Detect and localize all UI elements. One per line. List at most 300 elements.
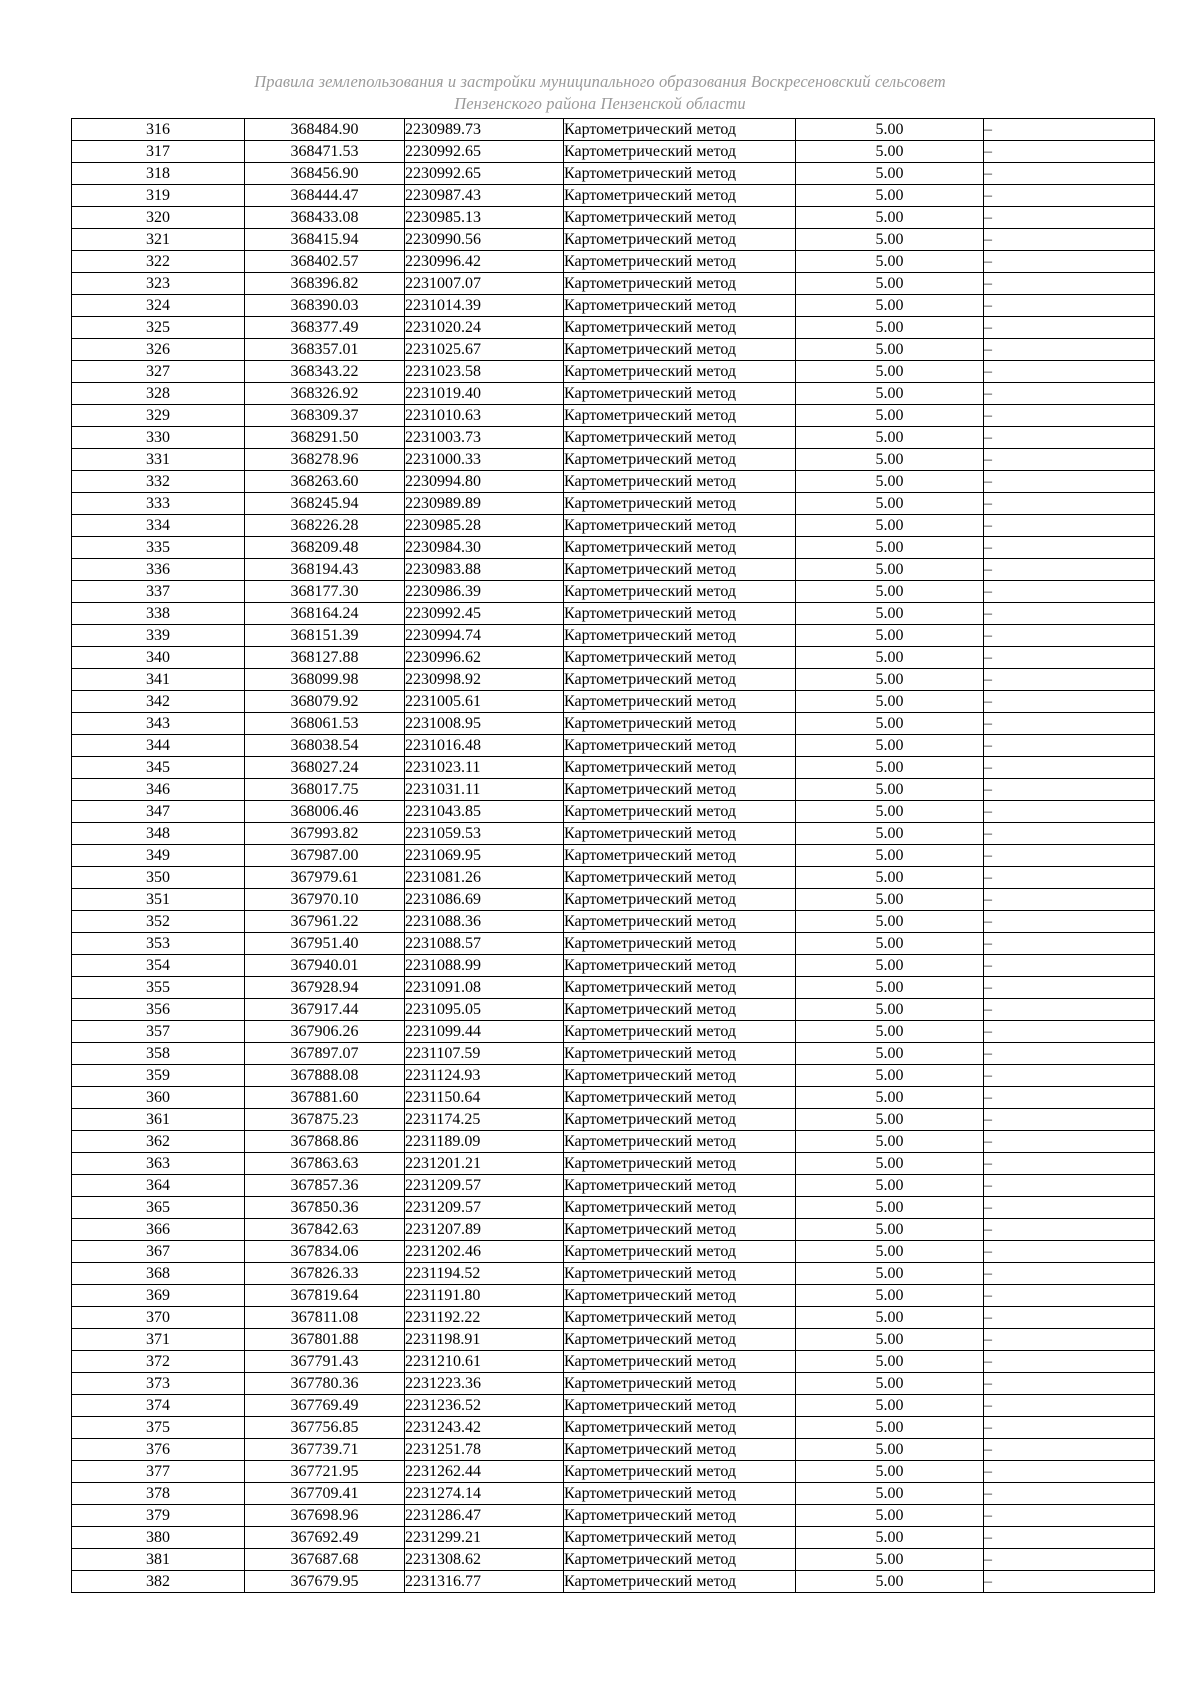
- accuracy-cell: 5.00: [796, 339, 984, 361]
- table-row: [72, 999, 1155, 1021]
- point-number-cell: 328: [72, 383, 245, 405]
- table-row: [72, 713, 1155, 735]
- method-cell: Картометрический метод: [564, 691, 796, 713]
- note-cell: –: [984, 1175, 1155, 1197]
- note-cell: –: [984, 779, 1155, 801]
- y-coordinate-cell: 2230986.39: [405, 581, 564, 603]
- method-cell: Картометрический метод: [564, 339, 796, 361]
- point-number-cell: 319: [72, 185, 245, 207]
- method-cell: Картометрический метод: [564, 515, 796, 537]
- page-header: [0, 71, 1200, 115]
- note-cell: –: [984, 1571, 1155, 1593]
- point-number-cell: 320: [72, 207, 245, 229]
- table-row: [72, 867, 1155, 889]
- x-coordinate-cell: 368209.48: [245, 537, 405, 559]
- point-number-cell: 363: [72, 1153, 245, 1175]
- x-coordinate-cell: 367951.40: [245, 933, 405, 955]
- accuracy-cell: 5.00: [796, 251, 984, 273]
- method-cell: Картометрический метод: [564, 625, 796, 647]
- accuracy-cell: 5.00: [796, 1417, 984, 1439]
- table-row: [72, 603, 1155, 625]
- x-coordinate-cell: 367687.68: [245, 1549, 405, 1571]
- point-number-cell: 360: [72, 1087, 245, 1109]
- y-coordinate-cell: 2231223.36: [405, 1373, 564, 1395]
- method-cell: Картометрический метод: [564, 1241, 796, 1263]
- point-number-cell: 341: [72, 669, 245, 691]
- point-number-cell: 377: [72, 1461, 245, 1483]
- accuracy-cell: 5.00: [796, 471, 984, 493]
- method-cell: Картометрический метод: [564, 867, 796, 889]
- method-cell: Картометрический метод: [564, 1439, 796, 1461]
- note-cell: –: [984, 889, 1155, 911]
- accuracy-cell: 5.00: [796, 1263, 984, 1285]
- method-cell: Картометрический метод: [564, 1087, 796, 1109]
- accuracy-cell: 5.00: [796, 779, 984, 801]
- note-cell: –: [984, 933, 1155, 955]
- point-number-cell: 354: [72, 955, 245, 977]
- method-cell: Картометрический метод: [564, 295, 796, 317]
- header-line-1: Правила землепользования и застройки муниципального образования Воскресеновский сельсовет: [254, 72, 946, 91]
- note-cell: –: [984, 1307, 1155, 1329]
- point-number-cell: 353: [72, 933, 245, 955]
- point-number-cell: 367: [72, 1241, 245, 1263]
- x-coordinate-cell: 368433.08: [245, 207, 405, 229]
- accuracy-cell: 5.00: [796, 207, 984, 229]
- note-cell: –: [984, 295, 1155, 317]
- y-coordinate-cell: 2231023.11: [405, 757, 564, 779]
- y-coordinate-cell: 2230998.92: [405, 669, 564, 691]
- y-coordinate-cell: 2231019.40: [405, 383, 564, 405]
- note-cell: –: [984, 1527, 1155, 1549]
- note-cell: –: [984, 1351, 1155, 1373]
- point-number-cell: 382: [72, 1571, 245, 1593]
- note-cell: –: [984, 801, 1155, 823]
- table-row: [72, 427, 1155, 449]
- accuracy-cell: 5.00: [796, 295, 984, 317]
- y-coordinate-cell: 2230989.73: [405, 119, 564, 141]
- note-cell: –: [984, 405, 1155, 427]
- note-cell: –: [984, 119, 1155, 141]
- x-coordinate-cell: 368456.90: [245, 163, 405, 185]
- method-cell: Картометрический метод: [564, 1175, 796, 1197]
- y-coordinate-cell: 2231316.77: [405, 1571, 564, 1593]
- table-row: [72, 405, 1155, 427]
- point-number-cell: 365: [72, 1197, 245, 1219]
- accuracy-cell: 5.00: [796, 1087, 984, 1109]
- method-cell: Картометрический метод: [564, 1021, 796, 1043]
- y-coordinate-cell: 2231236.52: [405, 1395, 564, 1417]
- method-cell: Картометрический метод: [564, 1505, 796, 1527]
- y-coordinate-cell: 2230983.88: [405, 559, 564, 581]
- method-cell: Картометрический метод: [564, 141, 796, 163]
- table-row: [72, 757, 1155, 779]
- y-coordinate-cell: 2231194.52: [405, 1263, 564, 1285]
- y-coordinate-cell: 2231107.59: [405, 1043, 564, 1065]
- accuracy-cell: 5.00: [796, 801, 984, 823]
- coordinates-table: [71, 118, 1155, 1593]
- method-cell: Картометрический метод: [564, 933, 796, 955]
- point-number-cell: 322: [72, 251, 245, 273]
- table-row: [72, 141, 1155, 163]
- method-cell: Картометрический метод: [564, 1483, 796, 1505]
- y-coordinate-cell: 2230984.30: [405, 537, 564, 559]
- accuracy-cell: 5.00: [796, 1307, 984, 1329]
- y-coordinate-cell: 2231099.44: [405, 1021, 564, 1043]
- table-row: [72, 1549, 1155, 1571]
- x-coordinate-cell: 367739.71: [245, 1439, 405, 1461]
- x-coordinate-cell: 367888.08: [245, 1065, 405, 1087]
- y-coordinate-cell: 2231088.36: [405, 911, 564, 933]
- point-number-cell: 372: [72, 1351, 245, 1373]
- method-cell: Картометрический метод: [564, 471, 796, 493]
- accuracy-cell: 5.00: [796, 647, 984, 669]
- y-coordinate-cell: 2230985.13: [405, 207, 564, 229]
- table-row: [72, 471, 1155, 493]
- method-cell: Картометрический метод: [564, 823, 796, 845]
- y-coordinate-cell: 2231243.42: [405, 1417, 564, 1439]
- note-cell: –: [984, 185, 1155, 207]
- method-cell: Картометрический метод: [564, 603, 796, 625]
- method-cell: Картометрический метод: [564, 911, 796, 933]
- method-cell: Картометрический метод: [564, 449, 796, 471]
- y-coordinate-cell: 2231005.61: [405, 691, 564, 713]
- note-cell: –: [984, 1549, 1155, 1571]
- point-number-cell: 366: [72, 1219, 245, 1241]
- table-row: [72, 537, 1155, 559]
- point-number-cell: 369: [72, 1285, 245, 1307]
- note-cell: –: [984, 1241, 1155, 1263]
- y-coordinate-cell: 2231031.11: [405, 779, 564, 801]
- point-number-cell: 325: [72, 317, 245, 339]
- y-coordinate-cell: 2230996.42: [405, 251, 564, 273]
- y-coordinate-cell: 2231202.46: [405, 1241, 564, 1263]
- note-cell: –: [984, 1373, 1155, 1395]
- accuracy-cell: 5.00: [796, 691, 984, 713]
- method-cell: Картометрический метод: [564, 361, 796, 383]
- accuracy-cell: 5.00: [796, 493, 984, 515]
- method-cell: Картометрический метод: [564, 1571, 796, 1593]
- note-cell: –: [984, 1395, 1155, 1417]
- note-cell: –: [984, 163, 1155, 185]
- accuracy-cell: 5.00: [796, 977, 984, 999]
- x-coordinate-cell: 367987.00: [245, 845, 405, 867]
- method-cell: Картометрический метод: [564, 999, 796, 1021]
- accuracy-cell: 5.00: [796, 1373, 984, 1395]
- method-cell: Картометрический метод: [564, 977, 796, 999]
- point-number-cell: 355: [72, 977, 245, 999]
- y-coordinate-cell: 2231191.80: [405, 1285, 564, 1307]
- method-cell: Картометрический метод: [564, 493, 796, 515]
- note-cell: –: [984, 1219, 1155, 1241]
- x-coordinate-cell: 367769.49: [245, 1395, 405, 1417]
- table-row: [72, 185, 1155, 207]
- y-coordinate-cell: 2231198.91: [405, 1329, 564, 1351]
- point-number-cell: 376: [72, 1439, 245, 1461]
- x-coordinate-cell: 367928.94: [245, 977, 405, 999]
- accuracy-cell: 5.00: [796, 1109, 984, 1131]
- table-row: [72, 449, 1155, 471]
- table-row: [72, 1483, 1155, 1505]
- x-coordinate-cell: 368027.24: [245, 757, 405, 779]
- method-cell: Картометрический метод: [564, 1307, 796, 1329]
- x-coordinate-cell: 368164.24: [245, 603, 405, 625]
- table-row: [72, 119, 1155, 141]
- method-cell: Картометрический метод: [564, 1549, 796, 1571]
- x-coordinate-cell: 368343.22: [245, 361, 405, 383]
- point-number-cell: 326: [72, 339, 245, 361]
- method-cell: Картометрический метод: [564, 1285, 796, 1307]
- point-number-cell: 334: [72, 515, 245, 537]
- method-cell: Картометрический метод: [564, 185, 796, 207]
- y-coordinate-cell: 2231008.95: [405, 713, 564, 735]
- x-coordinate-cell: 368291.50: [245, 427, 405, 449]
- method-cell: Картометрический метод: [564, 845, 796, 867]
- note-cell: –: [984, 1109, 1155, 1131]
- x-coordinate-cell: 367698.96: [245, 1505, 405, 1527]
- accuracy-cell: 5.00: [796, 757, 984, 779]
- accuracy-cell: 5.00: [796, 163, 984, 185]
- accuracy-cell: 5.00: [796, 449, 984, 471]
- table-row: [72, 1329, 1155, 1351]
- note-cell: –: [984, 1065, 1155, 1087]
- method-cell: Картометрический метод: [564, 779, 796, 801]
- table-row: [72, 1373, 1155, 1395]
- table-row: [72, 1263, 1155, 1285]
- method-cell: Картометрический метод: [564, 955, 796, 977]
- y-coordinate-cell: 2231192.22: [405, 1307, 564, 1329]
- note-cell: –: [984, 713, 1155, 735]
- accuracy-cell: 5.00: [796, 1131, 984, 1153]
- accuracy-cell: 5.00: [796, 669, 984, 691]
- method-cell: Картометрический метод: [564, 1263, 796, 1285]
- x-coordinate-cell: 368484.90: [245, 119, 405, 141]
- point-number-cell: 378: [72, 1483, 245, 1505]
- note-cell: –: [984, 1153, 1155, 1175]
- point-number-cell: 323: [72, 273, 245, 295]
- table-row: [72, 1307, 1155, 1329]
- table-row: [72, 977, 1155, 999]
- y-coordinate-cell: 2231007.07: [405, 273, 564, 295]
- y-coordinate-cell: 2231095.05: [405, 999, 564, 1021]
- method-cell: Картометрический метод: [564, 801, 796, 823]
- x-coordinate-cell: 367863.63: [245, 1153, 405, 1175]
- accuracy-cell: 5.00: [796, 361, 984, 383]
- table-row: [72, 955, 1155, 977]
- accuracy-cell: 5.00: [796, 317, 984, 339]
- method-cell: Картометрический метод: [564, 405, 796, 427]
- method-cell: Картометрический метод: [564, 1527, 796, 1549]
- x-coordinate-cell: 367857.36: [245, 1175, 405, 1197]
- accuracy-cell: 5.00: [796, 383, 984, 405]
- point-number-cell: 356: [72, 999, 245, 1021]
- point-number-cell: 357: [72, 1021, 245, 1043]
- table-row: [72, 1461, 1155, 1483]
- method-cell: Картометрический метод: [564, 889, 796, 911]
- note-cell: –: [984, 449, 1155, 471]
- method-cell: Картометрический метод: [564, 273, 796, 295]
- accuracy-cell: 5.00: [796, 185, 984, 207]
- table-row: [72, 845, 1155, 867]
- y-coordinate-cell: 2231262.44: [405, 1461, 564, 1483]
- note-cell: –: [984, 1439, 1155, 1461]
- x-coordinate-cell: 368444.47: [245, 185, 405, 207]
- y-coordinate-cell: 2231251.78: [405, 1439, 564, 1461]
- point-number-cell: 380: [72, 1527, 245, 1549]
- note-cell: –: [984, 273, 1155, 295]
- accuracy-cell: 5.00: [796, 141, 984, 163]
- method-cell: Картометрический метод: [564, 1197, 796, 1219]
- method-cell: Картометрический метод: [564, 647, 796, 669]
- point-number-cell: 331: [72, 449, 245, 471]
- accuracy-cell: 5.00: [796, 1483, 984, 1505]
- x-coordinate-cell: 367709.41: [245, 1483, 405, 1505]
- table-row: [72, 1043, 1155, 1065]
- y-coordinate-cell: 2231207.89: [405, 1219, 564, 1241]
- x-coordinate-cell: 367881.60: [245, 1087, 405, 1109]
- note-cell: –: [984, 823, 1155, 845]
- x-coordinate-cell: 368127.88: [245, 647, 405, 669]
- point-number-cell: 338: [72, 603, 245, 625]
- method-cell: Картометрический метод: [564, 735, 796, 757]
- method-cell: Картометрический метод: [564, 1109, 796, 1131]
- point-number-cell: 327: [72, 361, 245, 383]
- note-cell: –: [984, 1043, 1155, 1065]
- point-number-cell: 359: [72, 1065, 245, 1087]
- x-coordinate-cell: 368415.94: [245, 229, 405, 251]
- method-cell: Картометрический метод: [564, 669, 796, 691]
- x-coordinate-cell: 368226.28: [245, 515, 405, 537]
- method-cell: Картометрический метод: [564, 207, 796, 229]
- note-cell: –: [984, 251, 1155, 273]
- accuracy-cell: 5.00: [796, 955, 984, 977]
- x-coordinate-cell: 368377.49: [245, 317, 405, 339]
- y-coordinate-cell: 2231086.69: [405, 889, 564, 911]
- table-row: [72, 1197, 1155, 1219]
- x-coordinate-cell: 367961.22: [245, 911, 405, 933]
- accuracy-cell: 5.00: [796, 581, 984, 603]
- y-coordinate-cell: 2231201.21: [405, 1153, 564, 1175]
- y-coordinate-cell: 2230987.43: [405, 185, 564, 207]
- note-cell: –: [984, 735, 1155, 757]
- table-row: [72, 823, 1155, 845]
- note-cell: –: [984, 427, 1155, 449]
- y-coordinate-cell: 2231016.48: [405, 735, 564, 757]
- accuracy-cell: 5.00: [796, 559, 984, 581]
- table-row: [72, 515, 1155, 537]
- x-coordinate-cell: 367868.86: [245, 1131, 405, 1153]
- method-cell: Картометрический метод: [564, 1329, 796, 1351]
- y-coordinate-cell: 2231286.47: [405, 1505, 564, 1527]
- note-cell: –: [984, 1087, 1155, 1109]
- table-row: [72, 1109, 1155, 1131]
- note-cell: –: [984, 1263, 1155, 1285]
- method-cell: Картометрический метод: [564, 427, 796, 449]
- note-cell: –: [984, 845, 1155, 867]
- point-number-cell: 330: [72, 427, 245, 449]
- y-coordinate-cell: 2231174.25: [405, 1109, 564, 1131]
- header-line-2: Пензенского района Пензенской области: [454, 94, 746, 113]
- y-coordinate-cell: 2231088.57: [405, 933, 564, 955]
- method-cell: Картометрический метод: [564, 1043, 796, 1065]
- note-cell: –: [984, 1197, 1155, 1219]
- note-cell: –: [984, 911, 1155, 933]
- x-coordinate-cell: 367897.07: [245, 1043, 405, 1065]
- x-coordinate-cell: 367679.95: [245, 1571, 405, 1593]
- point-number-cell: 361: [72, 1109, 245, 1131]
- table-row: [72, 669, 1155, 691]
- accuracy-cell: 5.00: [796, 1527, 984, 1549]
- y-coordinate-cell: 2231043.85: [405, 801, 564, 823]
- accuracy-cell: 5.00: [796, 1153, 984, 1175]
- point-number-cell: 374: [72, 1395, 245, 1417]
- table-row: [72, 559, 1155, 581]
- note-cell: –: [984, 1131, 1155, 1153]
- table-row: [72, 295, 1155, 317]
- note-cell: –: [984, 493, 1155, 515]
- accuracy-cell: 5.00: [796, 823, 984, 845]
- note-cell: –: [984, 1285, 1155, 1307]
- table-row: [72, 779, 1155, 801]
- note-cell: –: [984, 999, 1155, 1021]
- y-coordinate-cell: 2231010.63: [405, 405, 564, 427]
- table-row: [72, 691, 1155, 713]
- method-cell: Картометрический метод: [564, 581, 796, 603]
- table-row: [72, 1175, 1155, 1197]
- x-coordinate-cell: 367940.01: [245, 955, 405, 977]
- point-number-cell: 350: [72, 867, 245, 889]
- method-cell: Картометрический метод: [564, 1373, 796, 1395]
- accuracy-cell: 5.00: [796, 427, 984, 449]
- x-coordinate-cell: 367906.26: [245, 1021, 405, 1043]
- accuracy-cell: 5.00: [796, 911, 984, 933]
- accuracy-cell: 5.00: [796, 1219, 984, 1241]
- point-number-cell: 352: [72, 911, 245, 933]
- method-cell: Картометрический метод: [564, 119, 796, 141]
- x-coordinate-cell: 367875.23: [245, 1109, 405, 1131]
- table-row: [72, 1021, 1155, 1043]
- accuracy-cell: 5.00: [796, 603, 984, 625]
- y-coordinate-cell: 2231189.09: [405, 1131, 564, 1153]
- x-coordinate-cell: 368006.46: [245, 801, 405, 823]
- note-cell: –: [984, 537, 1155, 559]
- y-coordinate-cell: 2231025.67: [405, 339, 564, 361]
- accuracy-cell: 5.00: [796, 889, 984, 911]
- x-coordinate-cell: 368390.03: [245, 295, 405, 317]
- method-cell: Картометрический метод: [564, 537, 796, 559]
- point-number-cell: 321: [72, 229, 245, 251]
- coordinates-table-body: [72, 119, 1155, 1593]
- note-cell: –: [984, 339, 1155, 361]
- method-cell: Картометрический метод: [564, 1461, 796, 1483]
- table-row: [72, 1065, 1155, 1087]
- point-number-cell: 324: [72, 295, 245, 317]
- point-number-cell: 381: [72, 1549, 245, 1571]
- x-coordinate-cell: 368402.57: [245, 251, 405, 273]
- note-cell: –: [984, 207, 1155, 229]
- point-number-cell: 342: [72, 691, 245, 713]
- method-cell: Картометрический метод: [564, 1351, 796, 1373]
- table-row: [72, 1351, 1155, 1373]
- note-cell: –: [984, 603, 1155, 625]
- method-cell: Картометрический метод: [564, 1395, 796, 1417]
- y-coordinate-cell: 2231210.61: [405, 1351, 564, 1373]
- point-number-cell: 318: [72, 163, 245, 185]
- accuracy-cell: 5.00: [796, 1175, 984, 1197]
- table-row: [72, 1571, 1155, 1593]
- y-coordinate-cell: 2231299.21: [405, 1527, 564, 1549]
- method-cell: Картометрический метод: [564, 229, 796, 251]
- y-coordinate-cell: 2231003.73: [405, 427, 564, 449]
